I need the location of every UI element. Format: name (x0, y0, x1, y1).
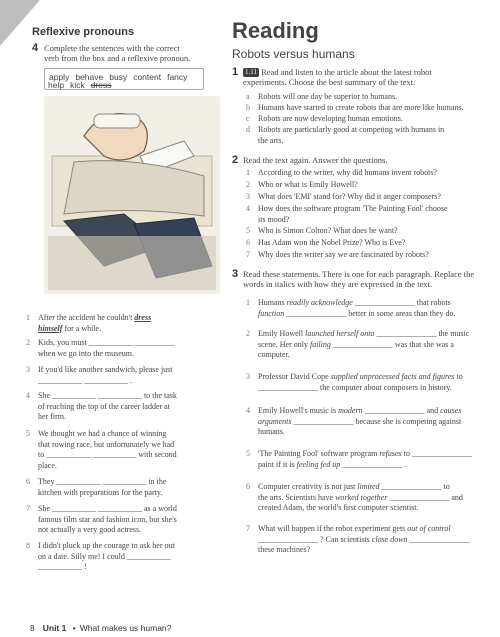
left-item-5: 5 We thought we had a chance of winning that rowing race, but unfortunately we had to ___________ ___________ with second place. (26, 429, 177, 470)
question-7: 7 Why does the writer say we are fascinated by robots? (246, 250, 429, 259)
page-title: Reading (232, 18, 319, 43)
question-1: 1 According to the writer, why did humans invent robots? (246, 168, 437, 177)
question-5: 5 Who is Simon Colton? What does he want? (246, 226, 398, 235)
statement-1: 1 Humans readily acknowledge _______________ that robots function _______________ better in some areas than they do. (246, 298, 456, 318)
word-help: help (48, 80, 65, 90)
left-item-6: 6 They ___________ ___________ in the kitchen with preparations for the party. (26, 477, 167, 497)
left-item-2: 2 Kids, you must ___________ __________ when we go into the museum. (26, 338, 175, 358)
statement-6: 6 Computer creativity is not just limited _______________ to the arts. Scientists have worked together _______________ and created Adam, the world's first computer scientist. (246, 482, 463, 512)
exercise-4-instruction: Complete the sentences with the correct verb from the box and a reflexive pronoun. (44, 43, 191, 63)
word-behave: behave (75, 72, 104, 82)
left-item-7: 7 She ___________ ___________ as a world famous film star and fashion icon, but she's not actually a very good actress. (26, 504, 177, 534)
statement-2: 2 Emily Howell launched herself onto _______________ the music scene. Her only failing _______________ was that she was a computer. (246, 329, 470, 359)
word-box-line2 (48, 80, 112, 90)
summary-option-b: b Humans have started to create robots that are more like humans. (246, 103, 464, 112)
question-2: 2 Who or what is Emily Howell? (246, 180, 358, 189)
left-item-3: 3 If you'd like another sandwich, please just ___________ ___________ . (26, 365, 173, 385)
word-kick: kick (70, 80, 85, 90)
page-subtitle: Robots versus humans (232, 47, 355, 61)
left-item-4: 4 She ___________ ___________ to the task of reaching the top of the career ladder at her firm. (26, 391, 177, 421)
left-item-1: 1 After the accident he couldn't dress himself for a while. (26, 313, 152, 333)
exercise-3-number: 3 (232, 268, 239, 280)
exercise-1-number: 1 (232, 66, 239, 78)
left-item-8: 8 I didn't pluck up the courage to ask her out on a date. Silly me! I could ___________ ___________ ! (26, 541, 175, 571)
unit-topic: What makes us human? (79, 623, 172, 633)
question-6: 6 Has Adam won the Nobel Prize? Who is Eve? (246, 238, 406, 247)
exercise-1-instruction: 1.11 Read and listen to the article about the latest robot experiments. Choose the best summary of the text. (243, 67, 432, 87)
word-content: content (133, 72, 162, 82)
word-fancy: fancy (167, 72, 188, 82)
summary-option-d: d Robots are particularly good at competing with humans in the arts. (246, 125, 445, 145)
section-title: Reflexive pronouns (32, 26, 135, 38)
summary-option-c: c Robots are now developing human emotions. (246, 114, 403, 123)
question-4: 4 How does the software program 'The Painting Fool' choose its mood? (246, 204, 448, 224)
corner-tab (0, 0, 40, 46)
statement-4: 4 Emily Howell's music is modern _______________ and causes arguments _______________ because she is competing against humans. (246, 406, 462, 436)
word-busy: busy (109, 72, 128, 82)
exercise-4-number: 4 (32, 42, 39, 54)
page-footer (30, 623, 171, 633)
unit-label: Unit 1 (42, 623, 67, 633)
summary-option-a: a Robots will one day be superior to humans. (246, 92, 398, 101)
exercise-3-instruction: Read these statements. There is one for each paragraph. Replace the words in italics with how they are expressed in the text. (243, 269, 475, 289)
exercise-2-number: 2 (232, 154, 239, 166)
statement-7: 7 What will happen if the robot experiment gets out of control _______________ ? Can scientists close down _______________ these machines? (246, 524, 470, 554)
illustration-injured-man (44, 96, 220, 294)
statement-3: 3 Professor David Cope supplied unprocessed facts and figures to _______________ the computer about composers in history. (246, 372, 463, 392)
word-apply: apply (49, 72, 70, 82)
exercise-2-instruction: Read the text again. Answer the questions. (243, 155, 388, 165)
audio-track-badge[interactable]: 1.11 (245, 68, 257, 76)
footer-separator: • (72, 623, 76, 633)
statement-5: 5 'The Painting Fool' software program refuses to _______________ paint if it is feeling fed up _______________ . (246, 449, 472, 469)
page-number: 8 (30, 623, 35, 633)
word-dress-used: dress (90, 80, 112, 90)
question-3: 3 What does 'EMI' stand for? Why did it anger composers? (246, 192, 441, 201)
